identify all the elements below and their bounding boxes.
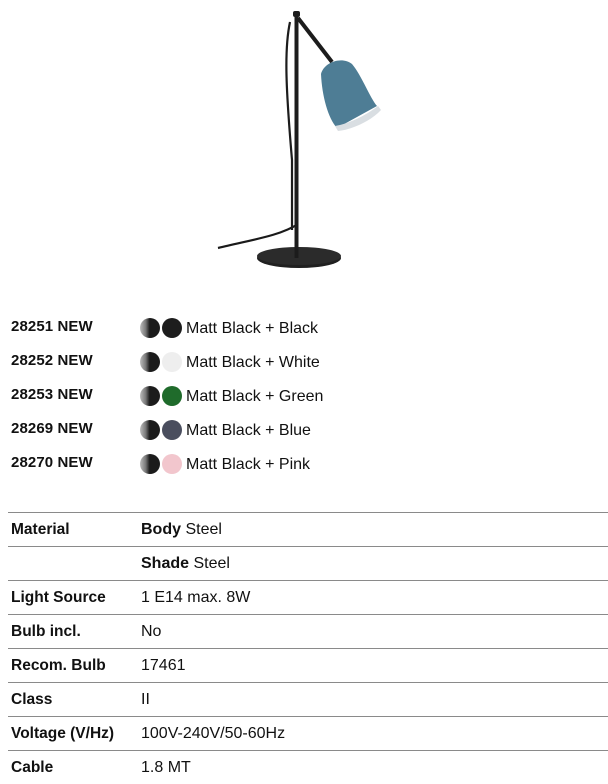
frame-color-swatch-icon xyxy=(140,352,160,372)
variant-row xyxy=(0,346,608,380)
spec-label: Material xyxy=(11,521,70,538)
spec-value-text: Steel xyxy=(185,521,222,538)
variant-color-label: Matt Black + White xyxy=(186,354,320,371)
spec-label: Light Source xyxy=(11,589,106,606)
spec-value xyxy=(141,555,230,573)
variant-code: 28270 NEW xyxy=(11,454,93,471)
spec-label: Bulb incl. xyxy=(11,623,81,640)
frame-color-swatch-icon xyxy=(140,420,160,440)
spec-value: 1 E14 max. 8W xyxy=(141,589,251,606)
shade-color-swatch-icon xyxy=(162,454,182,474)
row-divider xyxy=(8,512,608,513)
spec-value: 1.8 MT xyxy=(141,759,191,776)
spec-value-part: Shade xyxy=(141,555,190,572)
spec-row-cable xyxy=(0,750,608,784)
color-swatches xyxy=(140,352,184,372)
spec-value-part: Body xyxy=(141,521,181,538)
row-divider xyxy=(8,648,608,649)
row-divider xyxy=(8,682,608,683)
spec-label: Voltage (V/Hz) xyxy=(11,725,115,742)
spec-value: No xyxy=(141,623,162,640)
shade-color-swatch-icon xyxy=(162,420,182,440)
frame-color-swatch-icon xyxy=(140,454,160,474)
spec-row-bulb-incl xyxy=(0,614,608,648)
color-swatches xyxy=(140,420,184,440)
spec-label: Recom. Bulb xyxy=(11,657,106,674)
row-divider xyxy=(8,614,608,615)
row-divider xyxy=(8,716,608,717)
variant-code: 28269 NEW xyxy=(11,420,93,437)
spec-value: II xyxy=(141,691,150,708)
row-divider xyxy=(8,750,608,751)
spec-label: Cable xyxy=(11,759,54,776)
variant-code: 28252 NEW xyxy=(11,352,93,369)
row-divider xyxy=(8,580,608,581)
variant-row xyxy=(0,380,608,414)
spec-row-class xyxy=(0,682,608,716)
variant-row xyxy=(0,448,608,482)
variant-code: 28253 NEW xyxy=(11,386,93,403)
frame-color-swatch-icon xyxy=(140,318,160,338)
variant-row xyxy=(0,414,608,448)
variant-color-label: Matt Black + Pink xyxy=(186,456,311,473)
shade-color-swatch-icon xyxy=(162,386,182,406)
color-swatches xyxy=(140,454,184,474)
variant-color-label: Matt Black + Black xyxy=(186,320,319,337)
spec-value-text: Steel xyxy=(193,555,230,572)
spec-value: 17461 xyxy=(141,657,186,674)
shade-color-swatch-icon xyxy=(162,318,182,338)
desk-lamp-icon xyxy=(210,0,410,275)
variant-color-label: Matt Black + Green xyxy=(186,388,324,405)
spec-value: 100V-240V/50-60Hz xyxy=(141,725,286,742)
spec-row-material-body xyxy=(0,512,608,546)
spec-row-voltage xyxy=(0,716,608,750)
spec-value xyxy=(141,521,222,539)
variant-row xyxy=(0,312,608,346)
variant-color-label: Matt Black + Blue xyxy=(186,422,311,439)
frame-color-swatch-icon xyxy=(140,386,160,406)
row-divider xyxy=(8,546,608,547)
spec-label: Class xyxy=(11,691,53,708)
spec-row-light-source xyxy=(0,580,608,614)
variant-code: 28251 NEW xyxy=(11,318,93,335)
spec-row-material-shade xyxy=(0,546,608,580)
color-swatches xyxy=(140,318,184,338)
spec-row-recom-bulb xyxy=(0,648,608,682)
shade-color-swatch-icon xyxy=(162,352,182,372)
color-swatches xyxy=(140,386,184,406)
